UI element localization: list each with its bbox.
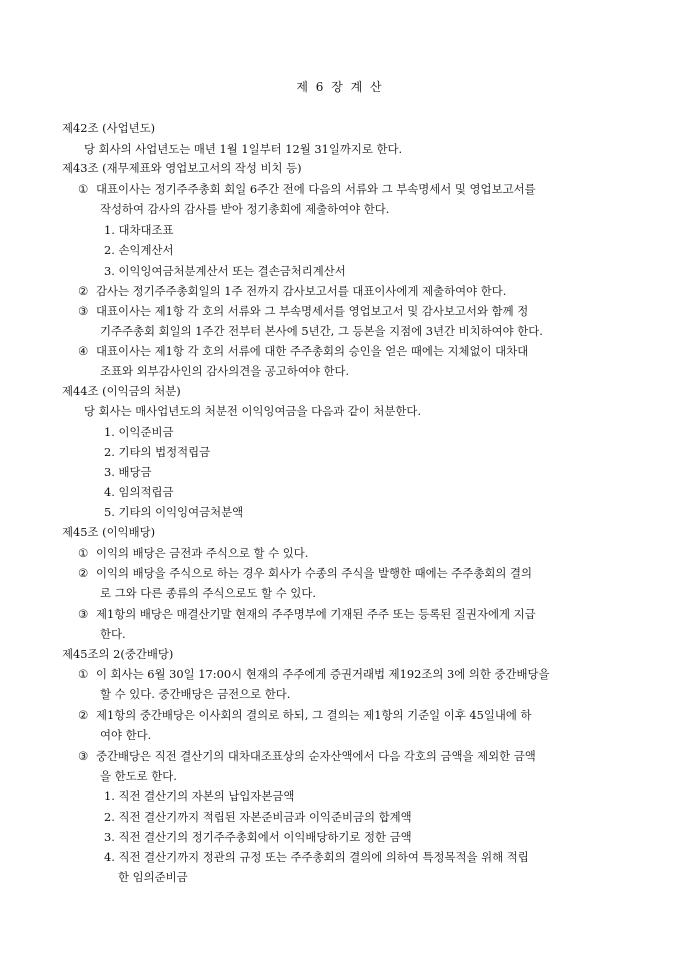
article-45-2-para-1-cont: 할 수 있다. 중간배당은 금전으로 한다. bbox=[100, 687, 291, 701]
article-44-text: 당 회사는 매사업년도의 처분전 이익잉여금을 다음과 같이 처분한다. bbox=[84, 404, 422, 418]
article-43-para-1-cont: 작성하여 감사의 감사를 받아 정기총회에 제출하여야 한다. bbox=[100, 202, 390, 216]
para-text: 제1항의 배당은 매결산기말 현재의 주주명부에 기재된 주주 또는 등록된 질권자에게 지급 bbox=[96, 607, 536, 621]
para-text: 이 회사는 6월 30일 17:00시 현재의 주주에게 증권거래법 제192조의 3에 의한 중간배당을 bbox=[96, 667, 550, 681]
article-45-heading: 제45조 (이익배당) bbox=[62, 525, 156, 539]
article-45-para-3 bbox=[78, 606, 536, 622]
article-43-item-3: 3. 이익잉여금처분계산서 또는 결손금처리계산서 bbox=[104, 264, 346, 278]
para-marker: ② bbox=[78, 566, 89, 580]
article-45-2-item-1: 1. 직전 결산기의 자본의 납입자본금액 bbox=[104, 789, 295, 803]
article-45-2-item-2: 2. 직전 결산기까지 적립된 자본준비금과 이익준비금의 합계액 bbox=[104, 810, 412, 824]
article-43-para-3-cont: 기주주총회 회일의 1주간 전부터 본사에 5년간, 그 등본을 지점에 3년간 비치하여야 한다. bbox=[100, 324, 543, 338]
article-43-item-2: 2. 손익계산서 bbox=[104, 243, 174, 257]
para-marker: ① bbox=[78, 546, 89, 560]
article-45-2-para-1 bbox=[78, 666, 550, 682]
article-45-2-para-3-cont: 을 한도로 한다. bbox=[100, 769, 177, 783]
article-43-para-4 bbox=[78, 343, 528, 359]
article-45-para-2-cont: 로 그와 다른 종류의 주식으로도 할 수 있다. bbox=[100, 586, 317, 600]
article-44-item-5: 5. 기타의 이익잉여금처분액 bbox=[104, 505, 244, 519]
para-marker: ② bbox=[78, 284, 89, 298]
para-text: 대표이사는 제1항 각 호의 서류에 대한 주주총회의 승인을 얻은 때에는 지체없이 대차대 bbox=[96, 344, 529, 358]
para-marker: ③ bbox=[78, 304, 89, 318]
article-43-para-4-cont: 조표와 외부감사인의 감사의견을 공고하여야 한다. bbox=[100, 364, 350, 378]
para-text: 대표이사는 정기주주총회 회일 6주간 전에 다음의 서류와 그 부속명세서 및 영업보고서를 bbox=[96, 182, 536, 196]
article-43-item-1: 1. 대차대조표 bbox=[104, 223, 174, 237]
article-45-para-2 bbox=[78, 565, 532, 581]
article-42-heading: 제42조 (사업년도) bbox=[62, 121, 156, 135]
para-marker: ④ bbox=[78, 344, 89, 358]
para-marker: ③ bbox=[78, 607, 89, 621]
para-marker: ① bbox=[78, 667, 89, 681]
para-marker: ① bbox=[78, 182, 89, 196]
article-43-para-1 bbox=[78, 181, 536, 197]
para-text: 중간배당은 직전 결산기의 대차대조표상의 순자산액에서 다음 각호의 금액을 제외한 금액 bbox=[96, 749, 536, 763]
article-44-item-4: 4. 임의적립금 bbox=[104, 485, 174, 499]
para-text: 대표이사는 제1항 각 호의 서류와 그 부속명세서를 영업보고서 및 감사보고서와 함께 정 bbox=[96, 304, 529, 318]
article-44-item-1: 1. 이익준비금 bbox=[104, 425, 174, 439]
article-45-2-para-2-cont: 여야 한다. bbox=[100, 728, 152, 742]
article-45-2-item-3: 3. 직전 결산기의 정기주주총회에서 이익배당하기로 정한 금액 bbox=[104, 830, 412, 844]
para-text: 이익의 배당은 금전과 주식으로 할 수 있다. bbox=[96, 546, 309, 560]
article-43-para-3 bbox=[78, 303, 528, 319]
article-45-para-1 bbox=[78, 545, 308, 561]
para-text: 제1항의 중간배당은 이사회의 결의로 하되, 그 결의는 제1항의 기준일 이후 45일내에 하 bbox=[96, 708, 532, 722]
article-45-para-3-cont: 한다. bbox=[100, 627, 126, 641]
article-43-heading: 제43조 (재무제표와 영업보고서의 작성 비치 등) bbox=[62, 161, 302, 175]
para-marker: ② bbox=[78, 708, 89, 722]
chapter-title: 제 6 장 계 산 bbox=[296, 80, 384, 94]
article-44-heading: 제44조 (이익금의 처분) bbox=[62, 384, 181, 398]
para-text: 감사는 정기주주총회일의 1주 전까지 감사보고서를 대표이사에게 제출하여야 한다. bbox=[96, 284, 507, 298]
para-marker: ③ bbox=[78, 749, 89, 763]
article-43-para-2 bbox=[78, 283, 506, 299]
article-44-item-3: 3. 배당금 bbox=[104, 465, 152, 479]
article-44-item-2: 2. 기타의 법정적립금 bbox=[104, 445, 211, 459]
article-45-2-heading: 제45조의 2(중간배당) bbox=[62, 647, 174, 661]
article-45-2-item-4-cont: 한 임의준비금 bbox=[118, 870, 188, 884]
article-45-2-para-2 bbox=[78, 707, 532, 723]
article-45-2-para-3 bbox=[78, 748, 536, 764]
article-42-text: 당 회사의 사업년도는 매년 1월 1일부터 12월 31일까지로 한다. bbox=[84, 142, 403, 156]
article-45-2-item-4: 4. 직전 결산기까지 정관의 규정 또는 주주총회의 결의에 의하여 특정목적을 위해 적립 bbox=[104, 850, 529, 864]
para-text: 이익의 배당을 주식으로 하는 경우 회사가 수종의 주식을 발행한 때에는 주주총회의 결의 bbox=[96, 566, 532, 580]
